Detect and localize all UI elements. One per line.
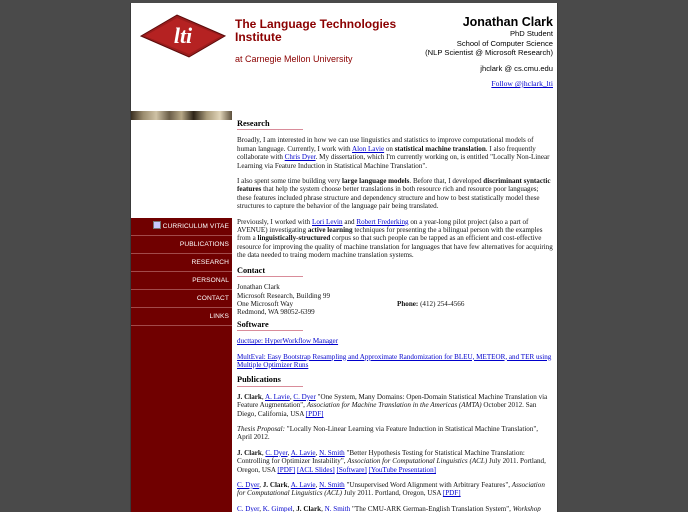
contact-address: Jonathan Clark Microsoft Research, Building 99 One Microsoft Way Redmond, WA 98052-6399	[237, 283, 330, 317]
chris-dyer-link[interactable]: Chris Dyer	[284, 153, 316, 162]
multeval-link[interactable]: MultEval: Easy Bootstrap Resampling and Approximate Randomization for BLEU, METEOR, and TER using Multiple Optimizer Runs	[237, 352, 552, 369]
publication-item: J. Clark, C. Dyer, A. Lavie, N. Smith "Better Hypothesis Testing for Statistical Machine Translation: Controlling for Optimizer Instability", Association for Computational Linguistics (ACL) July 2011. Portland, Oregon, USA [PDF] [ACL Slides] [Software] [YouTube Presentation]	[237, 448, 546, 474]
coauthor-link[interactable]: C. Dyer	[237, 481, 260, 489]
coauthor-link[interactable]: C. Dyer	[265, 448, 288, 457]
coauthor-link[interactable]: C. Dyer	[293, 392, 316, 401]
publication-item: C. Dyer, K. Gimpel, J. Clark, N. Smith "The CMU-ARK German-English Translation System", Workshop	[237, 504, 541, 512]
research-paragraph-3: Previously, I worked with Lori Levin and Robert Frederking on a year-long pilot project (also a part of AVENUE) investigating active learning techniques for presenting the a bilingual person with the examples from a linguistically-structured corpus so that such people can be tapped as an efficient and cost-effective resource for improving the quality of machine translation for languages that have few alternatives for acquiring the data needed to traing modern machine translation systems.	[237, 217, 553, 260]
coauthor-link[interactable]: C. Dyer	[237, 504, 260, 512]
person-email: jhclark @ cs.cmu.edu	[480, 63, 553, 73]
nav-curriculum-vitae[interactable]: CURRICULUM VITAE	[131, 218, 232, 236]
publication-item: J. Clark, A. Lavie, C. Dyer "One System, Many Domains: Open-Domain Statistical Machine Translation via Feature Augmentation", Association for Machine Translation in the Americas (AMTA) October 2012. San Diego, California, USA [PDF]	[237, 392, 548, 418]
publication-item: Thesis Proposal: "Locally Non-Linear Learning via Feature Induction in Statistical Machine Translation", April 2012.	[237, 424, 539, 442]
coauthor-link[interactable]: N. Smith	[319, 448, 345, 457]
coauthor-link[interactable]: N. Smith	[324, 504, 351, 512]
nav-research[interactable]: RESEARCH	[131, 254, 232, 272]
pdf-link[interactable]: [PDF]	[442, 489, 461, 498]
youtube-link[interactable]: [YouTube Presentation]	[368, 465, 437, 474]
coauthor-link[interactable]: N. Smith	[319, 481, 345, 489]
person-affiliation: (NLP Scientist @ Microsoft Research)	[425, 48, 553, 57]
document-icon	[153, 221, 161, 229]
nav-contact[interactable]: CONTACT	[131, 290, 232, 308]
research-paragraph-1: Broadly, I am interested in how we can use linguistics and statistics to improve computational models of human language. Currently, I work with Alon Lavie on statistical machine translation. I also frequently collaborate with Chris Dyer. My dissertation, which I'm currently working on, is entitled "Locally Non-Linear Learning via Feature Induction in Statistical Machine Translation".	[237, 136, 550, 170]
research-paragraph-2: I also spent some time building very large language models. Before that, I developed discriminant syntactic features that help the system choose better translations in both resource rich and resource poor languages; these features included phrase structure and dependency structure and how to best statistically model these structures to capture the behavior of the language pair being translated.	[237, 177, 551, 211]
contact-heading: Contact	[237, 267, 303, 277]
person-info	[425, 15, 553, 91]
lti-logo-icon[interactable]	[139, 13, 227, 59]
twitter-follow-link[interactable]: Follow @jhclark_lti	[491, 79, 553, 88]
software-link[interactable]: [Software]	[336, 465, 367, 474]
header-photo	[131, 111, 232, 120]
publications-heading: Publications	[237, 376, 303, 386]
pdf-link[interactable]: [PDF]	[277, 465, 296, 474]
coauthor-link[interactable]: A. Lavie	[290, 481, 316, 489]
institute-title: The Language Technologies Institute	[235, 17, 397, 44]
contact-phone: Phone: (412) 254-4566	[397, 299, 465, 308]
contact-block	[237, 283, 553, 317]
coauthor-link[interactable]: K. Gimpel	[262, 504, 293, 512]
slides-link[interactable]: [ACL Slides]	[296, 465, 335, 474]
sidebar-nav	[131, 218, 232, 512]
page-container	[130, 3, 558, 512]
main-content	[237, 120, 553, 512]
nav-personal[interactable]: PERSONAL	[131, 272, 232, 290]
alon-lavie-link[interactable]: Alon Lavie	[352, 144, 385, 153]
lori-levin-link[interactable]: Lori Levin	[312, 217, 343, 226]
institute-subtitle: at Carnegie Mellon University	[235, 54, 353, 64]
coauthor-link[interactable]: A. Lavie	[290, 448, 316, 457]
person-role: PhD Student	[509, 29, 553, 38]
svg-text:lti: lti	[173, 23, 193, 48]
robert-frederking-link[interactable]: Robert Frederking	[356, 217, 409, 226]
coauthor-link[interactable]: A. Lavie	[264, 392, 290, 401]
person-name: Jonathan Clark	[462, 15, 553, 29]
header	[131, 3, 557, 111]
pdf-link[interactable]: [PDF]	[305, 409, 324, 418]
software-heading: Software	[237, 321, 303, 331]
nav-links[interactable]: LINKS	[131, 308, 232, 326]
person-school: School of Computer Science	[456, 38, 553, 48]
research-heading: Research	[237, 120, 303, 130]
ducttape-link[interactable]: ducttape: HyperWorkflow Manager	[237, 337, 339, 346]
nav-publications[interactable]: PUBLICATIONS	[131, 236, 232, 254]
publication-item: C. Dyer, J. Clark, A. Lavie, N. Smith "Unsupervised Word Alignment with Arbitrary Features", Association for Computational Linguistics (ACL) July 2011. Portland, Oregon, USA [PDF]	[237, 481, 545, 498]
